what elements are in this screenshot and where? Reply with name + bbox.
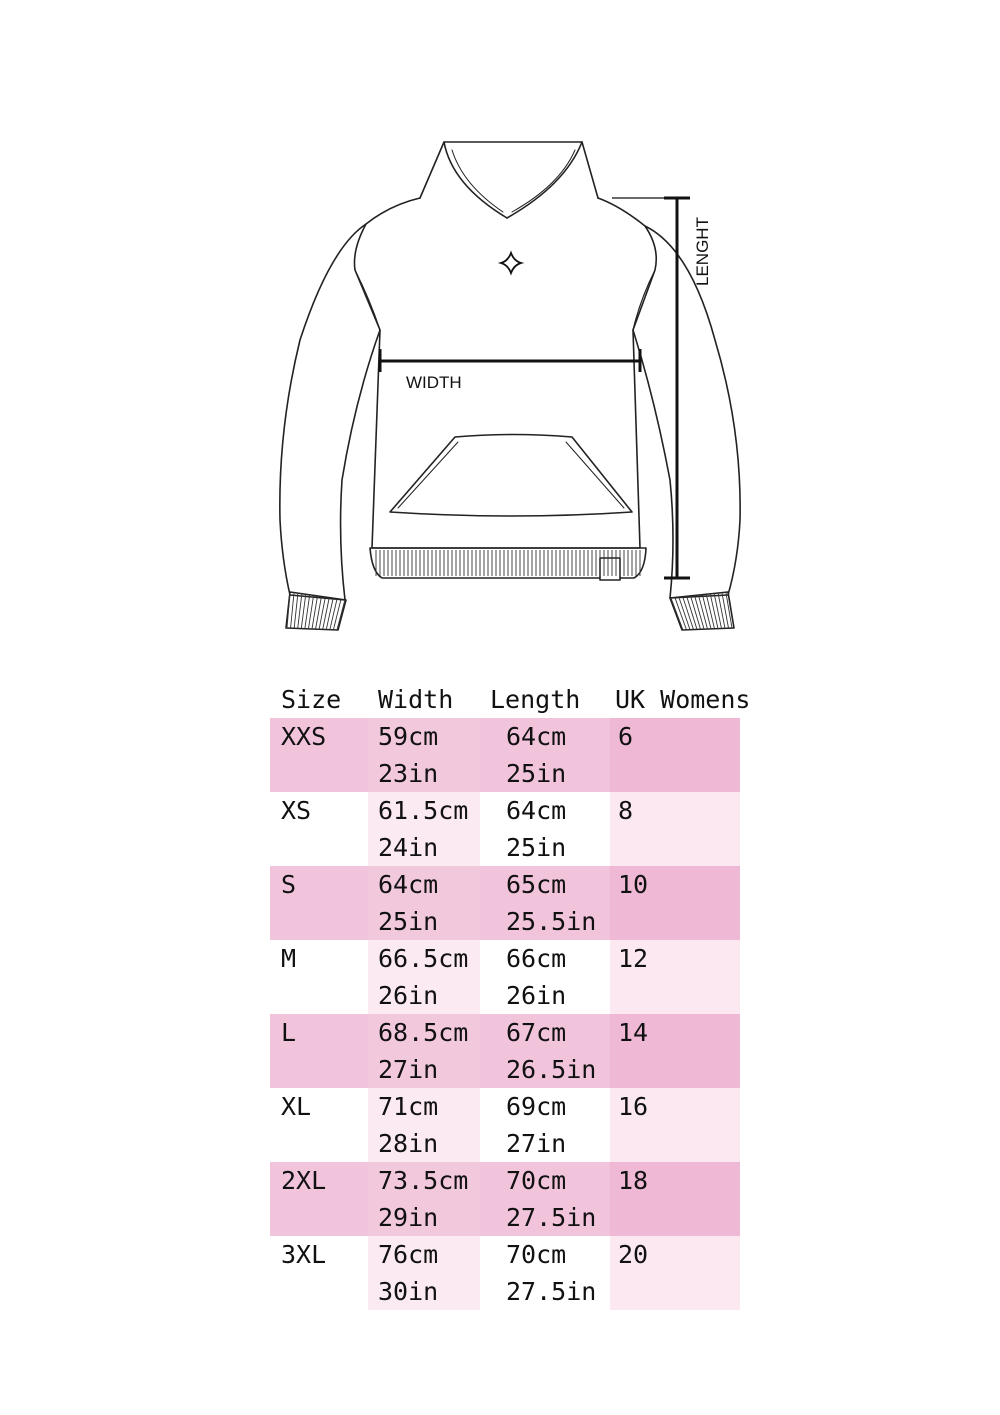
size-value: XS	[281, 796, 312, 825]
length-cell	[480, 1014, 610, 1088]
uk-size-cell	[610, 1014, 740, 1088]
length-in-value: 27.5in	[506, 1203, 597, 1232]
width-cell	[368, 1236, 480, 1310]
uk-size-value: 10	[618, 870, 649, 899]
length-in-value: 26in	[506, 981, 567, 1010]
uk-size-value: 20	[618, 1240, 649, 1269]
length-cell	[480, 1236, 610, 1310]
table-row	[270, 718, 1000, 792]
body-outline	[354, 198, 656, 548]
header-width: Width	[378, 685, 454, 714]
uk-size-cell	[610, 718, 740, 792]
uk-size-value: 18	[618, 1166, 649, 1195]
length-cell	[480, 1088, 610, 1162]
uk-size-value: 8	[618, 796, 634, 825]
length-cm-value: 64cm	[506, 722, 567, 751]
uk-size-value: 6	[618, 722, 634, 751]
table-row	[270, 866, 1000, 940]
pocket-inner-right	[566, 442, 624, 508]
header-length: Length	[490, 685, 581, 714]
uk-size-value: 14	[618, 1018, 649, 1047]
length-cell	[480, 718, 610, 792]
hood-lining-right	[512, 150, 575, 212]
size-value: L	[281, 1018, 297, 1047]
length-in-value: 25.5in	[506, 907, 597, 936]
header-size: Size	[281, 685, 342, 714]
table-row	[270, 1014, 1000, 1088]
width-in-value: 26in	[378, 981, 439, 1010]
length-cm-value: 67cm	[506, 1018, 567, 1047]
width-cell	[368, 866, 480, 940]
width-in-value: 27in	[378, 1055, 439, 1084]
header-uk-womens: UK Womens	[615, 685, 751, 714]
table-row	[270, 940, 1000, 1014]
length-cell	[480, 940, 610, 1014]
size-value: M	[281, 944, 297, 973]
width-cm-value: 61.5cm	[378, 796, 469, 825]
size-cell	[270, 1014, 368, 1088]
width-cell	[368, 1162, 480, 1236]
size-value: S	[281, 870, 297, 899]
table-row	[270, 1088, 1000, 1162]
width-cm-value: 59cm	[378, 722, 439, 751]
size-value: 2XL	[281, 1166, 327, 1195]
width-cell	[368, 1088, 480, 1162]
width-cm-value: 71cm	[378, 1092, 439, 1121]
table-row	[270, 792, 1000, 866]
table-row	[270, 1162, 1000, 1236]
size-cell	[270, 1236, 368, 1310]
table-header	[270, 682, 1000, 718]
size-cell	[270, 792, 368, 866]
size-value: XL	[281, 1092, 312, 1121]
size-cell	[270, 940, 368, 1014]
width-cm-value: 73.5cm	[378, 1166, 469, 1195]
width-in-value: 29in	[378, 1203, 439, 1232]
size-cell	[270, 1088, 368, 1162]
size-cell	[270, 866, 368, 940]
uk-size-cell	[610, 940, 740, 1014]
length-cm-value: 70cm	[506, 1240, 567, 1269]
uk-size-value: 16	[618, 1092, 649, 1121]
left-sleeve	[280, 224, 380, 600]
length-cm-value: 70cm	[506, 1166, 567, 1195]
length-in-value: 26.5in	[506, 1055, 597, 1084]
uk-size-cell	[610, 792, 740, 866]
size-value: 3XL	[281, 1240, 327, 1269]
length-in-value: 25in	[506, 833, 567, 862]
length-cell	[480, 1162, 610, 1236]
label-tag	[600, 558, 620, 580]
pocket-inner-left	[398, 442, 458, 508]
length-label: LENGHT	[693, 217, 712, 286]
length-cell	[480, 792, 610, 866]
size-cell	[270, 1162, 368, 1236]
hood-lining-left	[452, 150, 503, 212]
length-cm-value: 64cm	[506, 796, 567, 825]
width-cell	[368, 1014, 480, 1088]
width-in-value: 24in	[378, 833, 439, 862]
width-label: WIDTH	[406, 373, 462, 392]
width-in-value: 30in	[378, 1277, 439, 1306]
width-cell	[368, 792, 480, 866]
uk-size-cell	[610, 866, 740, 940]
size-value: XXS	[281, 722, 327, 751]
width-cm-value: 76cm	[378, 1240, 439, 1269]
width-in-value: 25in	[378, 907, 439, 936]
uk-size-cell	[610, 1088, 740, 1162]
cuff-ribbing	[287, 592, 732, 630]
length-cm-value: 69cm	[506, 1092, 567, 1121]
width-cm-value: 64cm	[378, 870, 439, 899]
width-in-value: 23in	[378, 759, 439, 788]
table-row	[270, 1236, 1000, 1310]
width-in-value: 28in	[378, 1129, 439, 1158]
length-in-value: 27.5in	[506, 1277, 597, 1306]
width-cell	[368, 940, 480, 1014]
size-cell	[270, 718, 368, 792]
width-cm-value: 68.5cm	[378, 1018, 469, 1047]
width-cm-value: 66.5cm	[378, 944, 469, 973]
length-cm-value: 66cm	[506, 944, 567, 973]
hem-ribbing	[376, 550, 640, 576]
length-in-value: 27in	[506, 1129, 567, 1158]
uk-size-cell	[610, 1162, 740, 1236]
uk-size-value: 12	[618, 944, 649, 973]
length-cm-value: 65cm	[506, 870, 567, 899]
size-table	[270, 682, 1000, 1310]
hoodie-diagram	[0, 0, 1000, 680]
width-cell	[368, 718, 480, 792]
table-body	[270, 718, 1000, 1310]
length-cell	[480, 866, 610, 940]
hood-inner-right	[507, 142, 582, 218]
uk-size-cell	[610, 1236, 740, 1310]
star-logo-icon	[501, 253, 521, 273]
length-in-value: 25in	[506, 759, 567, 788]
